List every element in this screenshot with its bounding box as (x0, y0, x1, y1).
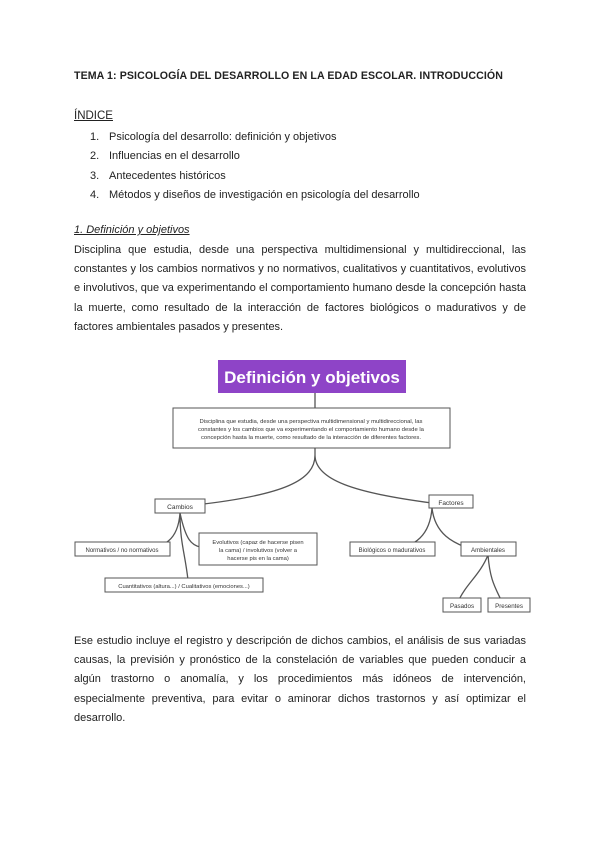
index-list (90, 128, 420, 205)
page-title: TEMA 1: PSICOLOGÍA DEL DESARROLLO EN LA EDAD ESCOLAR. INTRODUCCIÓN (74, 70, 503, 82)
normativos-label: Normativos / no normativos (85, 548, 159, 554)
presentes-label: Presentes (495, 603, 523, 610)
index-item-label: Psicología del desarrollo: definición y objetivos (109, 131, 337, 143)
index-item (90, 147, 420, 166)
index-item (90, 167, 420, 186)
factores-label: Factores (438, 500, 464, 507)
diagram-title: Definición y objetivos (224, 368, 400, 387)
definition-line: constantes y los cambios que va experimentando el comportamiento humano desde la (198, 427, 424, 433)
pasados-label: Pasados (449, 603, 475, 610)
index-heading: ÍNDICE (74, 110, 113, 122)
definition-line: concepción hasta la muerte, como resultado de la interacción de diferentes factores. (200, 435, 422, 441)
definition-line: Disciplina que estudia, desde una perspectiva multidimensional y multidireccional, las (199, 419, 423, 425)
biologicos-label: Biológicos o madurativos (358, 548, 426, 554)
index-item-label: Influencias en el desarrollo (109, 150, 240, 163)
evolutivos-line: Evolutivos (capaz de hacerse pisen (212, 540, 304, 546)
connector-ambientales-children (458, 555, 502, 602)
index-item (90, 186, 420, 205)
index-item-label: Antecedentes históricos (109, 169, 226, 182)
cuantitativos-label: Cuantitativos (altura...) / Cualitativos (emociones...) (118, 584, 250, 590)
index-item-number: 3. (90, 169, 100, 182)
connector-definition-split (195, 447, 432, 505)
cambios-label: Cambios (167, 504, 193, 511)
index-item-number: 1. (90, 131, 100, 143)
evolutivos-line: hacerse pis en la cama) (227, 556, 289, 562)
index-item-number: 2. (90, 150, 100, 163)
evolutivos-line: la cama) / involutivos (volver a (219, 548, 297, 554)
index-item (90, 128, 420, 147)
concept-map (70, 355, 540, 620)
section-heading: 1. Definición y objetivos (74, 224, 190, 236)
index-item-label: Métodos y diseños de investigación en psicología del desarrollo (109, 188, 420, 201)
scope-paragraph: Ese estudio incluye el registro y descripción de dichos cambios, el análisis de sus variadas causas, la previsión y pronóstico de la constelación de variables que pueden conducir a algún trastorno o anomalía, y los procedimientos más idóneos de intervención, especialmente preventiva, para evitar o aminorar dichos trastornos y así optimizar el desarrollo. (74, 635, 526, 724)
ambientales-label: Ambientales (470, 547, 506, 554)
definition-paragraph: Disciplina que estudia, desde una perspectiva multidimensional y multidireccional, las constantes y los cambios normativos y no normativos, cualitativos y cuantitativos, evolutivos e involutivos, que va experimentando el comportamiento humano desde la concepción hasta la muerte, como resultado de la interacción de factores biológicos o madurativos y de factores ambientales pasados y presentes. (74, 244, 526, 333)
index-item-number: 4. (90, 188, 100, 201)
